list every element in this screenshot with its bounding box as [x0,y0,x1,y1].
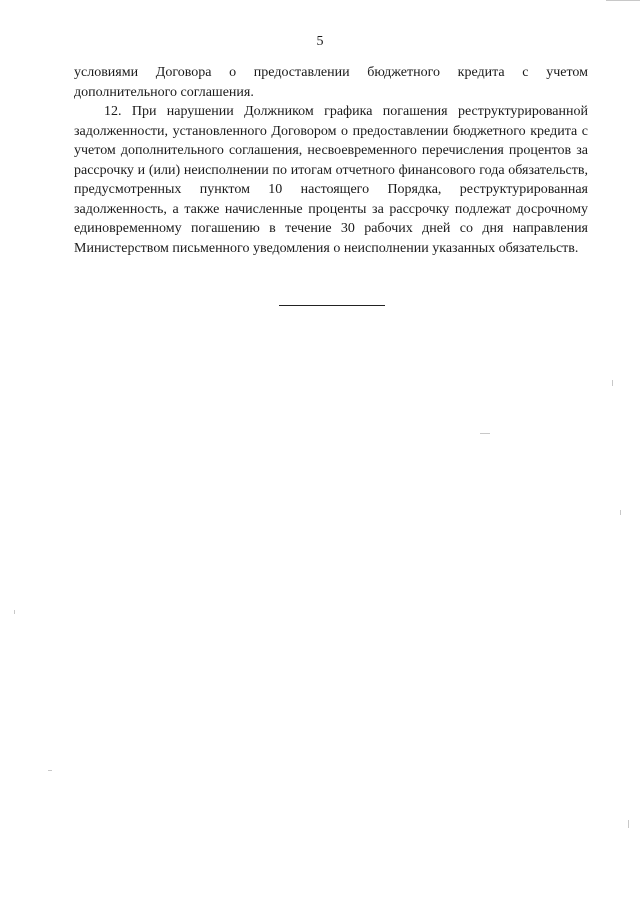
document-body [74,63,588,258]
scan-artifact [480,433,490,434]
page-number: 5 [316,34,324,49]
scan-artifact [606,0,640,1]
end-separator-line [279,305,385,306]
scan-artifact [620,510,621,515]
scan-artifact [48,770,52,771]
scan-artifact [14,610,15,614]
paragraph-continuation: условиями Договора о предоставлении бюджетного кредита с учетом дополнительного соглашения. [74,65,588,100]
scan-artifact [628,820,629,828]
scan-artifact [612,380,613,386]
paragraph-item-12: 12. При нарушении Должником графика погашения реструктурированной задолженности, установленного Договором о предоставлении бюджетного кредита с учетом дополнительного соглашения, несвоевременного перечисления процентов за рассрочку и (или) неисполнении по итогам отчетного финансового года обязательств, предусмотренных пунктом 10 настоящего Порядка, реструктурированная задолженность, а также начисленные проценты за рассрочку подлежат досрочному единовременному погашению в течение 30 рабочих дней со дня направления Министерством письменного уведомления о неисполнении указанных обязательств. [74,104,588,256]
